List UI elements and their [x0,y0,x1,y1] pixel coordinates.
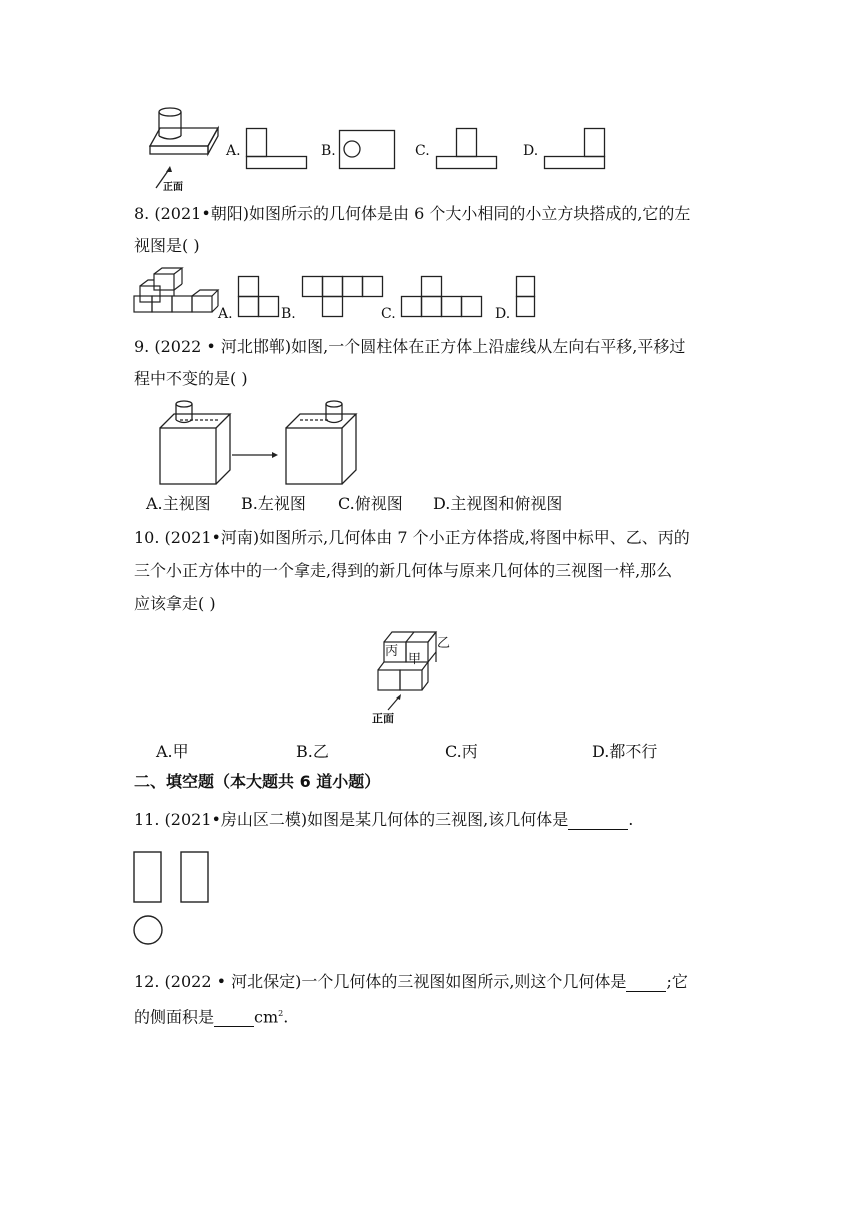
q12-unit: cm [254,1007,279,1027]
q7-solid-figure [140,100,230,195]
q12-answer-blank-1[interactable] [626,975,666,992]
q10-text-line2: 三个小正方体中的一个拿走,得到的新几何体与原来几何体的三视图一样,那么 [134,561,673,580]
q11-period: . [628,810,634,829]
q7-option-d-view [544,128,606,170]
q12-text-line2 [134,1004,288,1027]
q10-option-d: D.都不行 [592,742,658,761]
q12-text-line1 [134,972,688,992]
q7-option-c-label: C. [415,143,430,159]
q8-option-c-view [401,276,483,318]
q7-front-label: 正面 [163,182,183,193]
q10-option-a: A.甲 [156,742,189,761]
q11-three-views-figure [132,850,212,946]
q9-option-c: C.俯视图 [338,494,403,513]
q11-question: 11. (2021•房山区二模)如图是某几何体的三视图,该几何体是 [134,810,569,829]
q9-cube-before-figure [158,398,233,488]
q8-option-a-label: A. [218,306,233,322]
q7-option-d-label: D. [523,143,539,159]
q12-question: 12. (2022 • 河北保定)一个几何体的三视图如图所示,则这个几何体是 [134,972,627,991]
q10-cube-label-yi: 乙 [437,636,451,651]
q12-period: . [283,1007,289,1027]
q8-option-d-view [516,276,538,318]
q10-option-c: C.丙 [445,742,478,761]
q8-solid-figure [130,266,218,316]
q7-option-b-view [339,130,395,170]
q10-cube-label-jia: 甲 [408,652,422,667]
q12-unit-sup: 2 [278,1009,284,1018]
q9-option-b: B.左视图 [241,494,306,513]
q11-text [134,810,633,830]
q9-move-arrow [232,450,280,460]
q11-answer-blank[interactable] [568,813,628,830]
q8-option-b-view [302,276,384,318]
q7-option-b-label: B. [321,143,336,159]
q9-cube-after-figure [284,398,359,488]
q12-line1-end: ;它 [666,972,688,991]
q12-line2-text: 的侧面积是 [134,1007,215,1027]
q10-front-label: 正面 [372,712,394,725]
q9-option-d: D.主视图和俯视图 [433,494,563,513]
section-title: 二、填空题（本大题共 6 道小题） [134,772,381,791]
q8-text-line2: 视图是( ) [134,236,200,255]
q7-option-a-view [246,128,308,170]
q10-text-line1: 10. (2021•河南)如图所示,几何体由 7 个小正方体搭成,将图中标甲、乙、丙的 [134,528,690,547]
q8-option-d-label: D. [495,306,511,322]
q10-option-b: B.乙 [296,742,329,761]
q9-option-a: A.主视图 [146,494,211,513]
q8-text-line1: 8. (2021•朝阳)如图所示的几何体是由 6 个大小相同的小立方块搭成的,它的左 [134,204,691,223]
q9-text-line1: 9. (2022 • 河北邯郸)如图,一个圆柱体在正方体上沿虚线从左向右平移,平移过 [134,337,686,356]
q8-option-a-view [238,276,280,318]
q10-text-line3: 应该拿走( ) [134,594,216,613]
q8-option-c-label: C. [381,306,396,322]
q7-option-c-view [436,128,498,170]
q12-answer-blank-2[interactable] [214,1010,254,1027]
q10-cube-label-bing: 丙 [385,644,399,659]
q9-text-line2: 程中不变的是( ) [134,369,248,388]
q8-option-b-label: B. [281,306,296,322]
q7-option-a-label: A. [226,143,241,159]
